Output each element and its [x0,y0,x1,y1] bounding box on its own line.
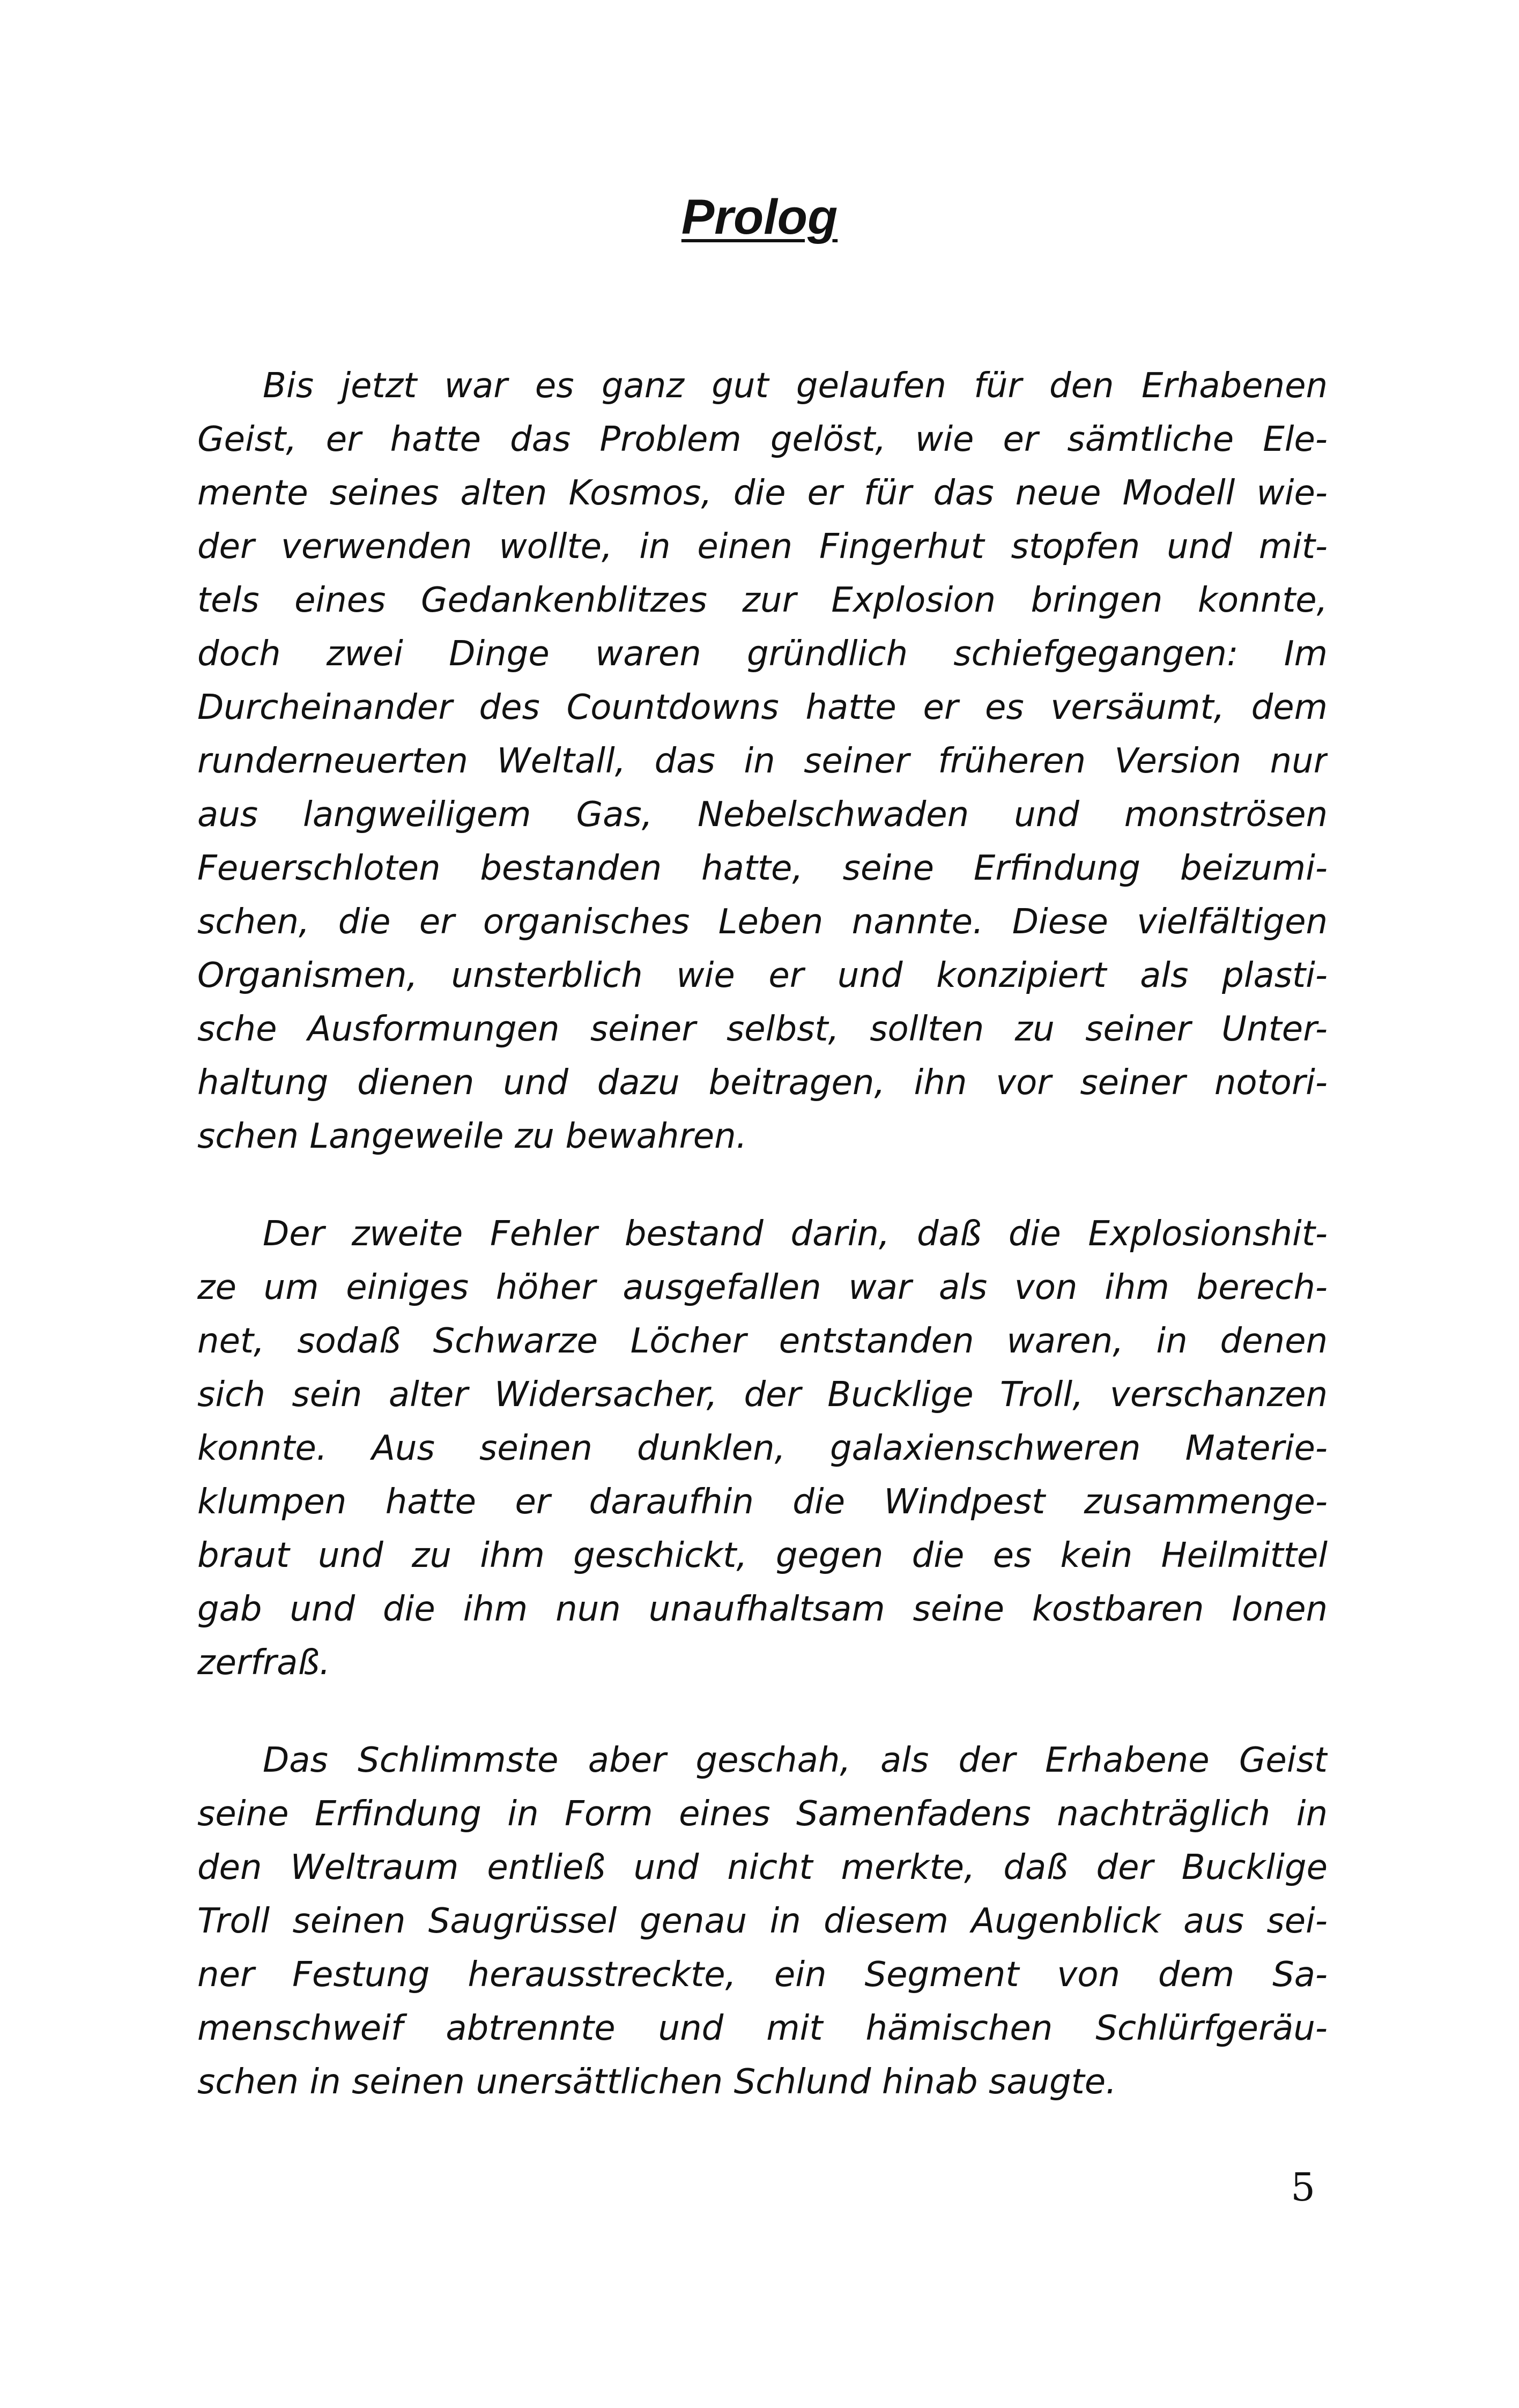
text-line: der verwenden wollte, in einen Fingerhut stopfen und mit- [197,527,1328,567]
text-line: Organismen, unsterblich wie er und konzipiert als plasti- [197,956,1328,995]
text-line: klumpen hatte er daraufhin die Windpest zusammenge- [197,1482,1328,1522]
text-line: runderneuerten Weltall, das in seiner früheren Version nur [197,741,1328,781]
text-line: braut und zu ihm geschickt, gegen die es kein Heilmittel [197,1536,1328,1575]
text-line: Feuerschloten bestanden hatte, seine Erfindung beizumi- [197,849,1328,888]
text-line: tels eines Gedankenblitzes zur Explosion bringen konnte, [197,581,1328,620]
text-line: den Weltraum entließ und nicht merkte, daß der Bucklige [197,1848,1328,1887]
chapter-title-text: Prolog [681,190,838,244]
text-line: menschweif abtrennte und mit hämischen Schlürfgeräu- [197,2009,1328,2048]
text-line: ze um einiges höher ausgefallen war als von ihm berech- [197,1268,1328,1307]
text-line: Troll seinen Saugrüssel genau in diesem Augenblick aus sei- [197,1901,1328,1941]
text-line: schen Langeweile zu bewahren. [197,1117,747,1156]
text-line: net, sodaß Schwarze Löcher entstanden waren, in denen [197,1321,1328,1361]
text-line: Das Schlimmste aber geschah, als der Erhabene Geist [263,1741,1328,1780]
page-number: 5 [1291,2165,1315,2210]
text-line: gab und die ihm nun unaufhaltsam seine kostbaren Ionen [197,1589,1328,1629]
body-text [197,359,1328,2109]
paragraph [197,359,1328,1163]
text-line: haltung dienen und dazu beitragen, ihn vor seiner notori- [197,1063,1328,1103]
text-line: doch zwei Dinge waren gründlich schiefgegangen: Im [197,634,1328,674]
text-line: konnte. Aus seinen dunklen, galaxienschweren Materie- [197,1429,1328,1468]
paragraph [197,1207,1328,1690]
text-line: schen, die er organisches Leben nannte. Diese vielfältigen [197,902,1328,942]
text-line: Der zweite Fehler bestand darin, daß die Explosionshit- [263,1214,1328,1254]
text-line: Durcheinander des Countdowns hatte er es versäumt, dem [197,688,1328,727]
text-line: sich sein alter Widersacher, der Bucklige Troll, verschanzen [197,1375,1328,1415]
text-line: sche Ausformungen seiner selbst, sollten zu seiner Unter- [197,1009,1328,1049]
text-line: schen in seinen unersättlichen Schlund hinab saugte. [197,2062,1117,2102]
text-line: seine Erfindung in Form eines Samenfadens nachträglich in [197,1794,1328,1834]
text-line: zerfraß. [197,1643,330,1683]
chapter-title [0,185,1519,249]
text-line: Geist, er hatte das Problem gelöst, wie er sämtliche Ele- [197,420,1328,459]
text-line: aus langweiligem Gas, Nebelschwaden und monströsen [197,795,1328,835]
text-line: ner Festung herausstreckte, ein Segment von dem Sa- [197,1955,1328,1995]
text-line: Bis jetzt war es ganz gut gelaufen für den Erhabenen [263,366,1328,406]
paragraph [197,1734,1328,2109]
text-line: mente seines alten Kosmos, die er für das neue Modell wie- [197,473,1328,513]
